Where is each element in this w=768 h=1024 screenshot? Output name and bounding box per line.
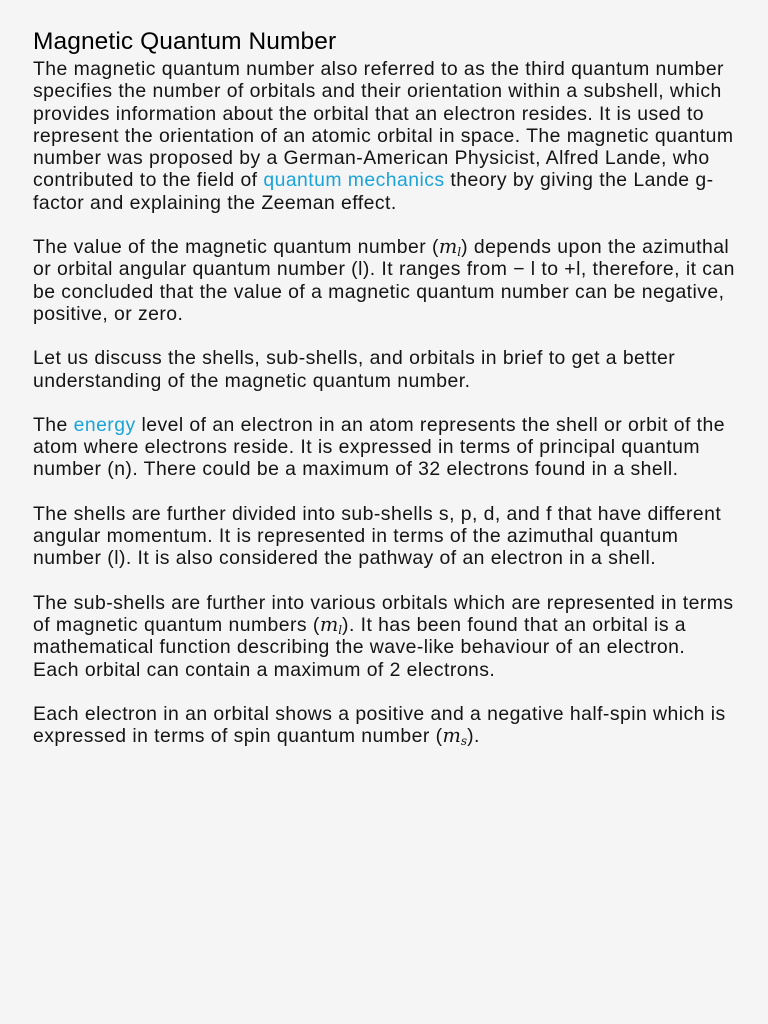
paragraph-text: ). [467, 725, 480, 748]
paragraph-text: Let us discuss the shells, sub-shells, and orbitals in brief to get a better understanding of the magnetic quantum number. [33, 347, 676, 392]
paragraph-text: ) depends upon the azimuthal or orbital angular quantum number (l). It ranges from − l to +l, therefore, it can be concluded that the value of a magnetic quantum number can be negative, positive, or zero. [33, 236, 735, 325]
paragraph-text: level of an electron in an atom represents the shell or orbit of the atom where electrons reside. It is expressed in terms of principal quantum number (n). There could be a maximum of 32 electrons found in a shell. [33, 413, 725, 481]
symbol-subscript: l [338, 622, 343, 637]
paragraph-text: Each electron in an orbital shows a positive and a negative half-spin which is expressed in terms of spin quantum number ( [33, 702, 726, 748]
paragraph-spin [33, 703, 736, 748]
ml-symbol [439, 235, 461, 258]
symbol-letter: m [438, 235, 458, 259]
paragraph-shells [33, 414, 736, 481]
paragraph-text: The shells are further divided into sub-shells s, p, d, and f that have different angular momentum. It is represented in terms of the azimuthal quantum number (l). It is also considered the pathway of an electron in a shell. [33, 502, 722, 570]
paragraph-text: ). It has been found that an orbital is a mathematical function describing the wave-like behaviour of an electron. Each orbital can contain a maximum of 2 electrons. [33, 613, 687, 681]
symbol-letter: m [442, 724, 461, 748]
paragraph-value-range [33, 236, 736, 325]
paragraph-orbitals [33, 592, 736, 681]
symbol-subscript: l [457, 245, 462, 260]
paragraph-text: The sub-shells are further into various orbitals which are represented in terms of magnetic quantum numbers ( [33, 591, 734, 636]
paragraph-text: The [33, 413, 74, 436]
paragraph-text: theory by giving the Lande g-factor and explaining the Zeeman effect. [33, 169, 714, 214]
paragraph-discussion [33, 347, 736, 392]
ml-symbol [320, 613, 342, 636]
paragraph-text: The value of the magnetic quantum number ( [33, 236, 439, 259]
paragraph-intro [33, 58, 736, 214]
ms-symbol [443, 724, 468, 747]
paragraph-text: The magnetic quantum number also referred to as the third quantum number specifies the number of orbitals and their orientation within a subshell, which provides information about the orbital that an electron resides. It is used to represent the orientation of an atomic orbital in space. The magnetic quantum number was proposed by a German-American Physicist, Alfred Lande, who contributed to the field of [33, 58, 734, 192]
symbol-letter: m [319, 612, 339, 636]
symbol-subscript: s [460, 734, 468, 749]
paragraph-subshells [33, 503, 736, 570]
quantum-mechanics-link[interactable]: quantum mechanics [263, 169, 445, 192]
page-title: Magnetic Quantum Number [33, 28, 337, 55]
energy-link[interactable]: energy [73, 413, 136, 436]
